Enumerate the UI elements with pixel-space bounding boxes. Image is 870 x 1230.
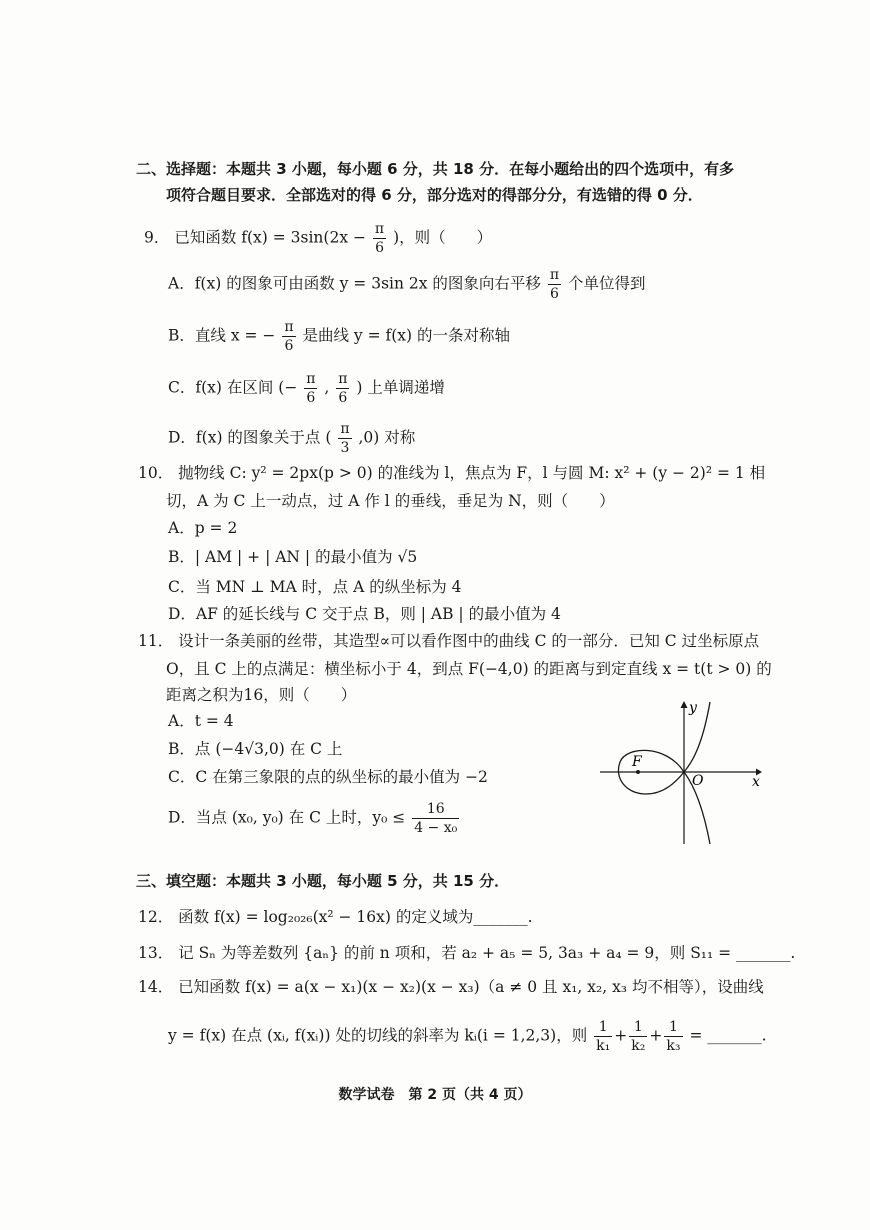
q11-option-b: B．点 (−4√3,0) 在 C 上 (168, 740, 343, 758)
question-14 (138, 976, 764, 998)
question-14-line2: y = f(x) 在点 (xᵢ, f(xᵢ)) 处的切线的斜率为 kᵢ(i = 1,2,3)，则 $\frac{1}{\text{k₁}}$ + $\frac{1}{\text{k₂}}$ + $\frac{1}{\text{k₃}}$ = _______. (168, 1019, 767, 1054)
q11-option-c: C．C 在第三象限的点的纵坐标的最小值为 −2 (168, 768, 488, 786)
fraction: $\frac{1}{\text{k₂}}$ (631, 1019, 646, 1054)
question-stem: 设计一条美丽的丝带，其造型∝可以看作图中的曲线 C 的一部分．已知 C 过坐标原点 (178, 632, 760, 650)
section2-heading-line1: 二、选择题：本题共 3 小题，每小题 6 分，共 18 分．在每小题给出的四个选项中，有多 (136, 160, 735, 178)
question-stem: 已知函数 f(x) = 3sin(2x − (174, 228, 366, 247)
question-stem-end: )，则（ ） (393, 228, 493, 247)
question-10 (138, 462, 765, 484)
question-12 (138, 906, 533, 928)
q10-option-d: D．AF 的延长线与 C 交于点 B，则 | AB | 的最小值为 4 (168, 605, 561, 623)
question-13 (138, 942, 795, 964)
fraction: $\frac{\pi}{6}$ (374, 221, 385, 256)
q9-option-b: B．直线 x = − $\frac{\pi}{6}$ 是曲线 y = f(x) 的一条对称轴 (168, 319, 510, 354)
fraction: $\frac{\pi}{6}$ (549, 267, 560, 302)
q11-option-d: D．当点 (x₀, y₀) 在 C 上时，y₀ ≤ $\frac{16}{\text{4 − x₀}}$ (168, 801, 458, 836)
curve-graph (596, 696, 766, 846)
fraction: $\frac{\pi}{3}$ (340, 421, 350, 456)
question-10-line2: 切，A 为 C 上一动点，过 A 作 l 的垂线，垂足为 N，则（ ） (166, 492, 615, 510)
question-stem: 记 Sₙ 为等差数列 {aₙ} 的前 n 项和，若 a₂ + a₅ = 5, 3a₃ + a₄ = 9，则 S₁₁ = _______. (178, 944, 796, 962)
question-stem: 已知函数 f(x) = a(x − x₁)(x − x₂)(x − x₃)（a ≠ 0 且 x₁, x₂, x₃ 均不相等），设曲线 (178, 978, 764, 996)
question-number: 10． (138, 464, 174, 482)
fraction: $\frac{16}{\text{4 − x₀}}$ (414, 801, 458, 836)
fraction: $\frac{\pi}{6}$ (284, 319, 294, 354)
question-stem: 抛物线 C: y² = 2px(p > 0) 的准线为 l，焦点为 F，l 与圆 M: x² + (y − 2)² = 1 相 (178, 464, 766, 482)
question-number: 11． (138, 632, 174, 650)
q9-option-d: D．f(x) 的图象关于点 ( $\frac{\pi}{3}$ ,0) 对称 (168, 421, 416, 456)
origin-label: O (692, 773, 704, 789)
y-axis-arrow-icon (681, 701, 688, 708)
section3-heading: 三、填空题：本题共 3 小题，每小题 5 分，共 15 分． (136, 872, 510, 890)
question-number: 12． (138, 908, 174, 926)
q9-option-c: C．f(x) 在区间 (− $\frac{\pi}{6}$ , $\frac{\pi}{6}$ ) 上单调递增 (168, 371, 445, 406)
question-number: 14． (138, 978, 174, 996)
y-axis-label: y (689, 700, 697, 716)
question-stem: 函数 f(x) = log₂₀₂₆(x² − 16x) 的定义域为_______. (178, 908, 533, 926)
question-9 (144, 220, 492, 257)
page-footer: 数学试卷 第 2 页（共 4 页） (338, 1087, 532, 1103)
question-11-line3: 距离之积为16，则（ ） (166, 686, 357, 704)
question-number: 9． (144, 228, 170, 247)
q11-option-a: A．t = 4 (168, 712, 234, 730)
q10-option-c: C．当 MN ⊥ MA 时，点 A 的纵坐标为 4 (168, 578, 462, 596)
focus-point (636, 770, 640, 774)
q10-option-a: A．p = 2 (168, 519, 238, 537)
q10-option-b: B．| AM | + | AN | 的最小值为 √5 (168, 548, 418, 566)
question-number: 13． (138, 944, 174, 962)
fraction: $\frac{\pi}{6}$ (338, 371, 348, 406)
focus-label: F (632, 754, 642, 770)
section2-heading-line2: 项符合题目要求．全部选对的得 6 分，部分选对的得部分分，有选错的得 0 分． (166, 186, 703, 204)
fraction: $\frac{1}{\text{k₁}}$ (596, 1019, 611, 1054)
q9-option-a: A．f(x) 的图象可由函数 y = 3sin 2x 的图象向右平移 $\frac{\pi}{6}$ 个单位得到 (168, 267, 646, 302)
question-11-line2: O，且 C 上的点满足：横坐标小于 4，到点 F(−4,0) 的距离与到定直线 x = t(t > 0) 的 (166, 660, 772, 678)
fraction: $\frac{\pi}{6}$ (306, 371, 316, 406)
question-11 (138, 630, 759, 652)
x-axis-label: x (752, 774, 760, 790)
fraction: $\frac{1}{\text{k₃}}$ (666, 1019, 681, 1054)
